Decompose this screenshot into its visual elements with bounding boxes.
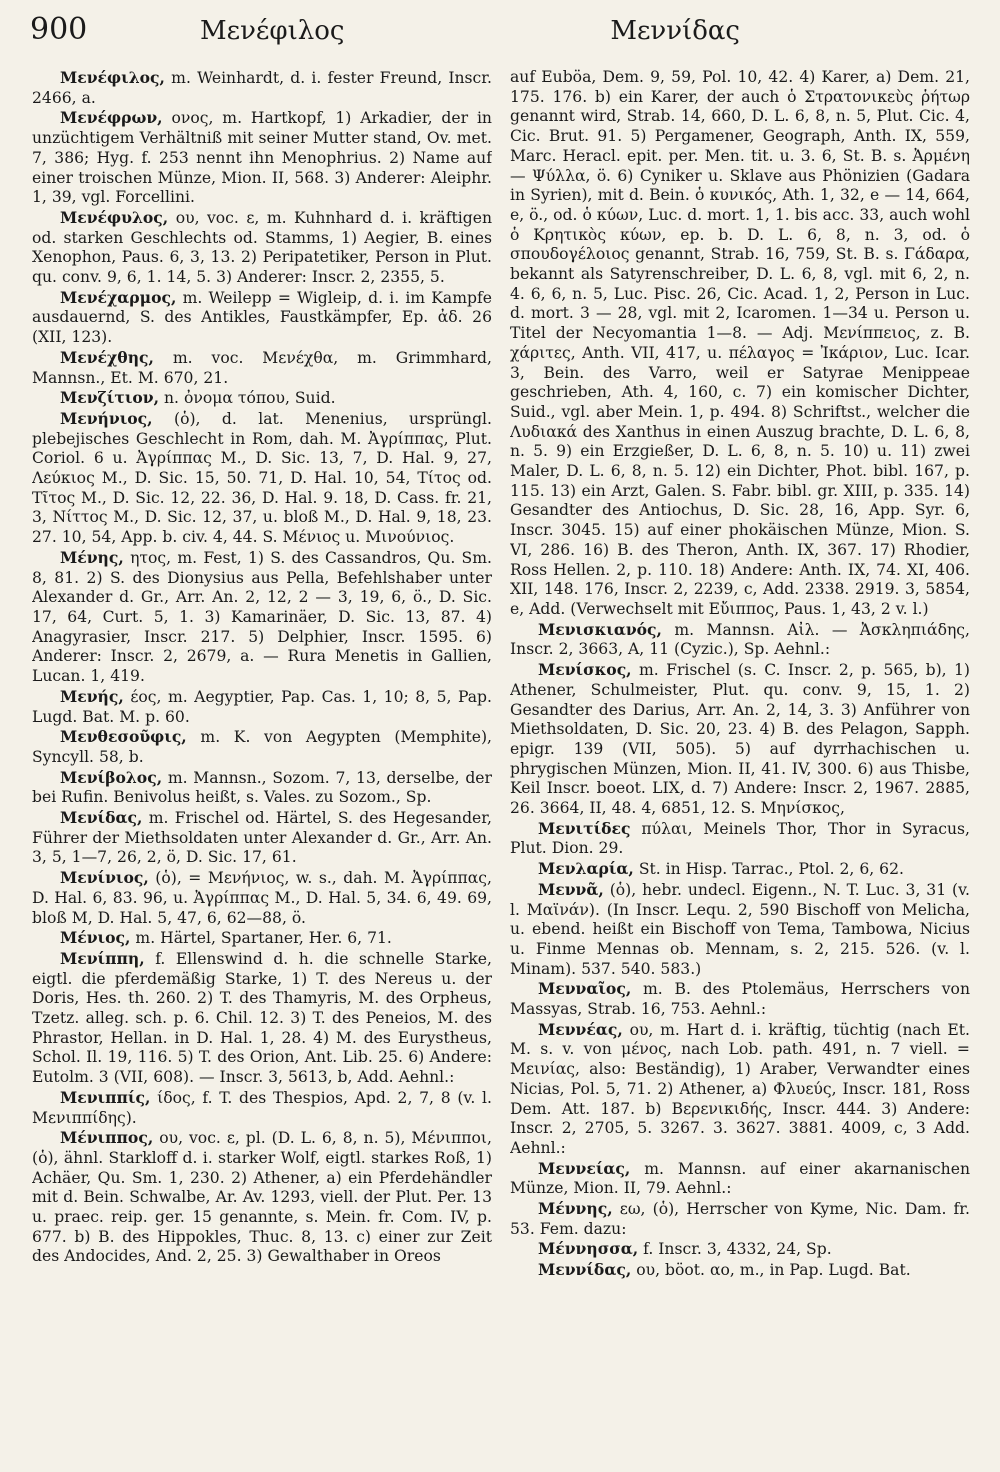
entry-text: m. Frischel od. Härtel, S. des Hegesander, Führer der Miethsoldaten unter Alexander d. Gr., Arr. An. 3, 5, 1—7, 26, 2, ö, D. Sic. 17, 61. xyxy=(32,809,492,867)
entry-headword: Μενέχθης, xyxy=(60,347,154,367)
entry-text: m. Weinhardt, d. i. fester Freund, Inscr. 2466, a. xyxy=(32,69,492,107)
page-number: 900 xyxy=(30,12,88,47)
left-running-headword: Μενέφιλος xyxy=(200,16,345,46)
entry-headword: Μενέφρων, xyxy=(60,108,163,128)
entry-headword: Μενζίτιον, xyxy=(60,388,160,408)
dictionary-entry xyxy=(32,1128,492,1267)
entry-text: f. Inscr. 3, 4332, 24, Sp. xyxy=(643,1240,832,1259)
page-header xyxy=(30,12,970,60)
dictionary-entry xyxy=(32,388,492,409)
entry-headword: Μενίβολος, xyxy=(60,767,163,787)
entry-headword: Μένης, xyxy=(60,547,124,567)
dictionary-entry xyxy=(510,68,970,620)
dictionary-entry xyxy=(510,880,970,980)
dictionary-entry xyxy=(32,768,492,808)
dictionary-entry xyxy=(510,1020,970,1159)
entry-text: St. in Hisp. Tarrac., Ptol. 2, 6, 62. xyxy=(638,860,904,879)
dictionary-entry xyxy=(32,68,492,108)
entry-text: m. Frischel (s. C. Inscr. 2, p. 565, b), 1) Athener, Schulmeister, Plut. qu. conv. 9, 15, 1. 2) Gesandter des Darius, Arr. An. 2, 14, 3. 3) Anführer von Miethsoldaten, D. Sic. 20, 23. 4) B. des Pelagon, Sapph. epigr. 139 (VII, 505). 5) auf dyrrhachischen u. phrygischen Münzen, Mion. II, 41. IV, 300. 6) aus Thisbe, Keil Inscr. boeot. LIX, d. 7) Andere: Inscr. 2, 1967. 2885, 26. 3664, II, 48. 4, 6851, 12. S. Μηνίσκος, xyxy=(510,661,970,818)
entry-headword: Μενίδας, xyxy=(60,808,143,828)
entry-headword: Μενής, xyxy=(60,686,124,706)
dictionary-entry xyxy=(510,620,970,660)
entry-headword: Μεννείας, xyxy=(538,1158,631,1178)
entry-text: ου, voc. ε, m. Kuhnhard d. i. kräftigen od. starken Geschlechts od. Stamms, 1) Aegier, B. eines Xenophon, Paus. 6, 3, 13. 2) Peripatetiker, Person in Plut. qu. conv. 9, 6, 1. 14, 5. 3) Anderer: Inscr. 2, 2355, 5. xyxy=(32,208,492,287)
entry-headword: Μένιππος, xyxy=(60,1128,154,1148)
entry-headword: Μενιτίδες xyxy=(538,818,631,838)
entry-text: f. Ellenswind d. h. die schnelle Starke, eigtl. die pferdemäßig Starke, 1) T. des Nereus u. der Doris, Hes. th. 260. 2) T. des Thamyris, M. des Orpheus, Tzetz. alleg. sch. p. 6. Chil. 12. 3) T. des Peneios, M. des Phrastor, Hellan. in D. Hal. 1, 28. 4) M. des Eurystheus, Schol. Il. 19, 116. 5) T. des Orion, Ant. Lib. 25. 6) Andere: Eutolm. 3 (VII, 608). — Inscr. 3, 5613, b, Add. Aehnl.: xyxy=(32,949,492,1087)
entry-headword: Μένιος, xyxy=(60,928,131,948)
entry-headword: Μενέφυλος, xyxy=(60,207,169,227)
entry-text: m. K. von Aegypten (Memphite), Syncyll. 58, b. xyxy=(32,728,492,766)
entry-text: ου, voc. ε, pl. (D. L. 6, 8, n. 5), Μένιπποι, (ὁ), ähnl. Starkloff d. i. starker Wolf, eigtl. starkes Roß, 1) Achäer, Qu. Sm. 1, 230. 2) Athener, a) ein Pferdehändler mit d. Bein. Schwalbe, Ar. Av. 1293, viell. der Plut. Per. 13 u. praec. reip. ger. 15 genannte, s. Mein. fr. Com. IV, p. 677. b) B. des Hippokles, Thuc. 8, 13. c) einer zur Zeit des Andocides, And. 2, 25. 3) Gewalthaber in Oreos xyxy=(32,1129,492,1266)
dictionary-entry xyxy=(32,727,492,767)
entry-text: εω, (ὁ), Herrscher von Kyme, Nic. Dam. fr. 53. Fem. dazu: xyxy=(510,1200,970,1238)
entry-headword: Μεννέας, xyxy=(538,1019,623,1039)
dictionary-entry xyxy=(510,1260,970,1281)
entry-headword: Μενίσκος, xyxy=(538,660,632,680)
entry-text: auf Euböa, Dem. 9, 59, Pol. 10, 42. 4) Karer, a) Dem. 21, 175. 176. b) ein Karer, der auch ὁ Στρατονικεὺς ῥήτωρ genannt wird, Strab. 14, 660, D. L. 6, 8, n. 5, Plut. Cic. 4, Cic. Brut. 91. 5) Pergamener, Geograph, Anth. IX, 559, Marc. Heracl. epit. per. Men. tit. u. 3. 6, St. B. s. Ἀρμένη — Ψύλλα, ö. 6) Cyniker u. Sklave aus Phönizien (Gadara in Syrien), mit d. Bein. ὁ κυνικός, Ath. 1, 32, e — 14, 664, e, ö., od. ὁ κύων, Luc. d. mort. 1, 1. bis acc. 33, auch wohl ὁ Κρητικὸς κύων, ep. b. D. L. 6, 8, n. 3, od. ὁ σπουδογέλοιος genannt, Strab. 16, 759, St. B. s. Γάδαρα, bekannt als Satyrenschreiber, D. L. 6, 8, vgl. mit 6, 2, n. 4. 6, 6, n. 5, Luc. Pisc. 26, Cic. Acad. 1, 2, Person in Luc. d. mort. 3 — 28, vgl. mit 2, Icaromen. 1—34 u. Person u. Titel der Necyomantia 1—8. — Adj. Μενίππειος, z. B. χάριτες, Anth. VII, 417, u. πέλαγος = Ἰκάριον, Luc. Icar. 3, Bein. des Varro, weil er Satyrae Menippeae geschrieben, Ath. 4, 160, c. 7) ein komischer Dichter, Suid., vgl. aber Mein. 1, p. 494. 8) Schriftst., welcher die Λυδιακά des Xanthus in einen Auszug brachte, D. L. 6, 8, n. 5. 9) ein Erzgießer, D. L. 6, 8, n. 5. 10) u. 11) zwei Maler, D. L. 6, 8, n. 5. 12) ein Dichter, Phot. bibl. 167, p. 115. 13) ein Arzt, Galen. S. Fabr. bibl. gr. XIII, p. 335. 14) Gesandter des Antiochus, D. Sic. 28, 16, App. Syr. 6, Inscr. 3045. 15) auf einer phokäischen Münze, Mion. S. VI, 286. 16) B. des Theron, Anth. IX, 367. 17) Rhodier, Ross Hellen. 2, p. 110. 18) Andere: Anth. IX, 74. XI, 406. XII, 148. 176, Inscr. 2, 2239, c, Add. 2338. 2919. 3, 5854, e, Add. (Verwechselt mit Εὔιππος, Paus. 1, 43, 2 v. l.) xyxy=(510,68,970,618)
entry-headword: Μενλαρία, xyxy=(538,859,634,879)
entry-headword: Μενισκιανός, xyxy=(538,619,662,639)
dictionary-entry xyxy=(510,859,970,880)
dictionary-entry xyxy=(510,1199,970,1239)
entry-text: πύλαι, Meinels Thor, Thor in Syracus, Plut. Dion. 29. xyxy=(510,819,970,858)
dictionary-entry xyxy=(32,949,492,1088)
entry-text: m. B. des Ptolemäus, Herrschers von Massyas, Strab. 16, 753. Aehnl.: xyxy=(510,980,970,1019)
entry-headword: Μέννησσα, xyxy=(538,1239,639,1259)
entry-text: ίδος, f. T. des Thespios, Apd. 2, 7, 8 (v. l. Μενιππίδης). xyxy=(32,1088,492,1127)
entry-headword: Μενίνιος, xyxy=(60,868,149,888)
entry-text: n. ὀνομα τόπου, Suid. xyxy=(164,389,336,408)
entry-headword: Μενθεσοῦφις, xyxy=(60,727,187,747)
entry-text: (ὁ), = Μενήνιος, w. s., dah. Μ. Ἀγρίππας, D. Hal. 6, 83. 96, u. Ἀγρίππας Μ., D. Hal. 5, 34. 6, 49. 69, bloß Μ, D. Hal. 5, 47, 6, 62—88, ö. xyxy=(32,869,492,927)
entry-text: m. Mannsn. auf einer akarnanischen Münze, Mion. II, 79. Aehnl.: xyxy=(510,1159,970,1198)
dictionary-entry xyxy=(32,868,492,928)
entry-headword: Μενήνιος, xyxy=(60,408,153,428)
dictionary-entry xyxy=(510,660,970,819)
dictionary-entry xyxy=(32,928,492,949)
dictionary-entry xyxy=(510,819,970,859)
entry-headword: Μενέφιλος, xyxy=(60,68,165,87)
entry-text: ου, böot. αο, m., in Pap. Lugd. Bat. xyxy=(636,1261,911,1280)
entry-text: m. Mannsn. Αἰλ. — Ἀσκληπιάδης, Inscr. 2, 3663, A, 11 (Cyzic.), Sp. Aehnl.: xyxy=(510,620,970,659)
entry-text: m. Weilepp = Wigleip, d. i. im Kampfe ausdauernd, S. des Antikles, Faustkämpfer, Ep. ἀδ. 26 (XII, 123). xyxy=(32,288,492,347)
entry-headword: Μενναῖος, xyxy=(538,979,632,999)
entry-text: ητος, m. Fest, 1) S. des Cassandros, Qu. Sm. 8, 81. 2) S. des Dionysius aus Pella, Befehlshaber unter Alexander d. Gr., Arr. An. 2, 12, 2 — 3, 19, 6, ö., D. Sic. 17, 64, Curt. 5, 1. 3) Kamarinäer, D. Sic. 13, 87. 4) Anagyrasier, Inscr. 217. 5) Delphier, Inscr. 1595. 6) Anderer: Inscr. 2, 2679, a. — Rura Menetis in Gallien, Lucan. 1, 419. xyxy=(32,548,492,686)
dictionary-entry xyxy=(32,108,492,208)
dictionary-entry xyxy=(510,979,970,1019)
entry-headword: Μέννης, xyxy=(538,1199,613,1219)
entry-text: m. Härtel, Spartaner, Her. 6, 71. xyxy=(135,929,392,948)
right-running-headword: Μεννίδας xyxy=(610,16,740,46)
entry-headword: Μεννᾶ, xyxy=(538,879,604,899)
dictionary-entry xyxy=(32,687,492,727)
entry-text: έος, m. Aegyptier, Pap. Cas. 1, 10; 8, 5, Pap. Lugd. Bat. M. p. 60. xyxy=(32,687,492,726)
entry-headword: Μενίππη, xyxy=(60,948,145,968)
entry-headword: Μενιππίς, xyxy=(60,1087,151,1107)
entry-text: ονος, m. Hartkopf, 1) Arkadier, der in unzüchtigem Verhältniß mit seiner Mutter stand, Ov. met. 7, 386; Hyg. f. 253 nennt ihn Menophrius. 2) Name auf einer troischen Münze, Mion. II, 568. 3) Anderer: Aleiphr. 1, 39, vgl. Forcellini. xyxy=(32,109,492,207)
entry-text: (ὁ), d. lat. Menenius, ursprüngl. plebejisches Geschlecht in Rom, dah. Μ. Ἀγρίππας, Plut. Coriol. 6 u. Ἀγρίππας Μ., D. Sic. 13, 7, D. Hal. 9, 27, Λεύκιος Μ., D. Sic. 15, 50. 71, D. Hal. 10, 54, Τίτος od. Τῖτος Μ., D. Sic. 12, 22. 36, D. Hal. 9. 18, D. Cass. fr. 21, 3, Νίττος Μ., D. Sic. 12, 37, u. bloß Μ., D. Hal. 9, 18, 23. 27. 10, 54, App. b. civ. 4, 44. S. Μένιος u. Μινούνιος. xyxy=(32,409,492,547)
entry-text: ου, m. Hart d. i. kräftig, tüchtig (nach Et. M. s. v. von μένος, nach Lob. path. 491, n. 7 viell. = Μεινίας, also: Beständig), 1) Araber, Verwandter eines Nicias, Pol. 5, 71. 2) Athener, a) Φλυεύς, Inscr. 181, Ross Dem. Att. 187. b) Βερενικιδής, Inscr. 444. 3) Andere: Inscr. 2, 2705, 5. 3267. 3. 3627. 3881. 4009, c, 3 Add. Aehnl.: xyxy=(510,1020,970,1157)
left-column xyxy=(32,68,492,1462)
dictionary-entry xyxy=(32,208,492,288)
entry-text: m. Mannsn., Sozom. 7, 13, derselbe, der bei Rufin. Benivolus heißt, s. Vales. zu Sozom., Sp. xyxy=(32,768,492,807)
dictionary-entry xyxy=(32,409,492,548)
dictionary-entry xyxy=(510,1239,970,1260)
right-column xyxy=(510,68,970,1462)
dictionary-entry xyxy=(32,348,492,388)
entry-text: m. voc. Μενέχθα, m. Grimmhard, Mannsn., Et. M. 670, 21. xyxy=(32,348,492,387)
dictionary-entry xyxy=(510,1159,970,1199)
entry-headword: Μεννίδας, xyxy=(538,1260,632,1280)
dictionary-entry xyxy=(32,548,492,687)
entry-text: (ὁ), hebr. undecl. Eigenn., N. T. Luc. 3, 31 (v. l. Μαϊνάν). (In Inscr. Lequ. 2, 590 Bischoff von Melicha, u. ebend. heißt ein Bischoff von Tema, Tambowa, Nicius u. Finme Mennas ob. Mennam, s. 2, 215. 526. (v. l. Minam). 537. 540. 583.) xyxy=(510,880,970,978)
dictionary-entry xyxy=(32,288,492,348)
entry-headword: Μενέχαρμος, xyxy=(60,287,177,307)
dictionary-entry xyxy=(32,808,492,868)
dictionary-entry xyxy=(32,1088,492,1128)
